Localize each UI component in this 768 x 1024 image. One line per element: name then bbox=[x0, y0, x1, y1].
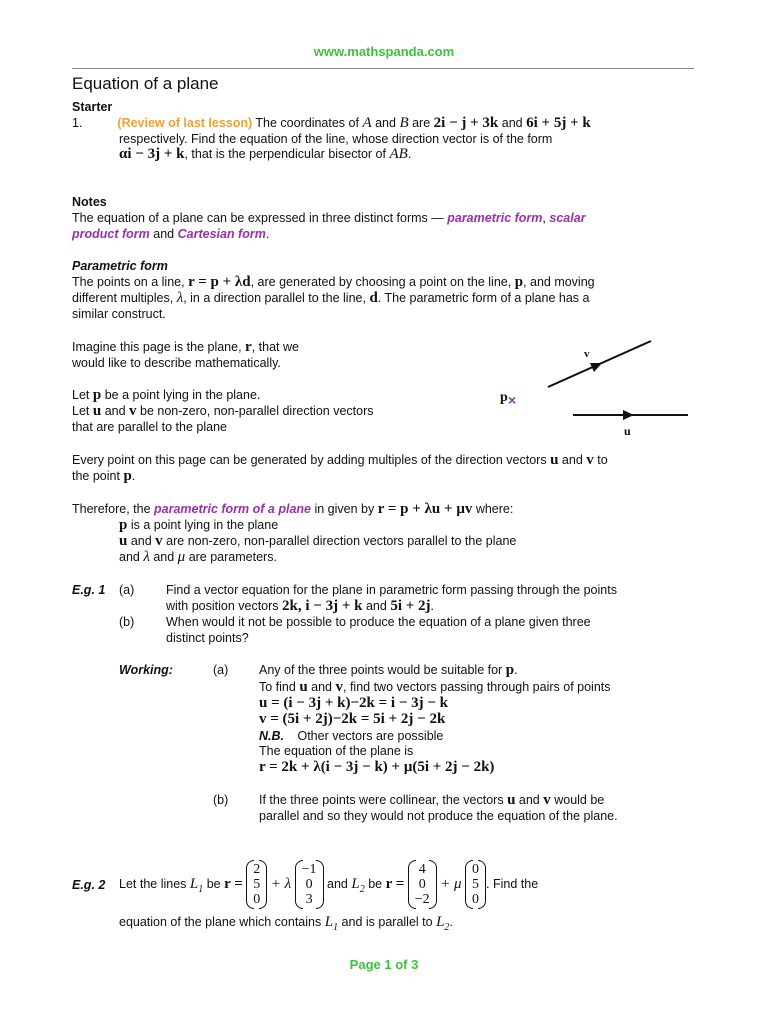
parametric-heading: Parametric form bbox=[72, 259, 168, 273]
working-v-equation: v = (5i + 2j)−2k = 5i + 2j − 2k bbox=[259, 711, 446, 727]
eg2-line-2: equation of the plane which contains $L_1$ and is parallel to $L_2$. bbox=[119, 914, 453, 933]
matrix-l1-point: 2 5 0 bbox=[246, 862, 267, 907]
every-point-line-1: Every point on this page can be generated by adding multiples of the direction vectors u and v to bbox=[72, 452, 608, 468]
working-b-line-2: parallel and so they would not produce the equation of the plane. bbox=[259, 809, 618, 823]
eg1-label: E.g. 1 bbox=[72, 583, 106, 597]
page-number: Page 1 of 3 bbox=[349, 957, 419, 972]
vector-u-arrowhead bbox=[623, 410, 634, 420]
notes-heading: Notes bbox=[72, 195, 107, 209]
eg2-label: E.g. 2 bbox=[72, 878, 106, 892]
eg1-b-line-2: distinct points? bbox=[166, 631, 249, 645]
let-p-line: Let p be a point lying in the plane. bbox=[72, 387, 261, 403]
where-p-line: p is a point lying in the plane bbox=[119, 517, 279, 533]
parallel-plane-line: that are parallel to the plane bbox=[72, 420, 227, 434]
point-p-cross-icon: × bbox=[508, 392, 517, 408]
starter-line-1: 1. (Review of last lesson) The coordinates of A and B are 2i − j + 3k and 6i + 5j + k bbox=[72, 115, 591, 131]
eg1-a-line-1: Find a vector equation for the plane in parametric form passing through the points bbox=[166, 583, 617, 597]
working-plane-equation: r = 2k + λ(i − 3j − k) + μ(5i + 2j − 2k) bbox=[259, 759, 495, 775]
eg1-part-b-label: (b) bbox=[119, 615, 135, 629]
imagine-line-1: Imagine this page is the plane, r, that we bbox=[72, 339, 299, 355]
every-point-line-2: the point p. bbox=[72, 468, 136, 484]
imagine-line-2: would like to describe mathematically. bbox=[72, 356, 281, 370]
vector-diagram bbox=[490, 335, 700, 445]
starter-heading: Starter bbox=[72, 100, 113, 114]
therefore-line: Therefore, the parametric form of a plane in given by r = p + λu + μv where: bbox=[72, 501, 514, 517]
where-uv-line: u and v are non-zero, non-parallel direction vectors parallel to the plane bbox=[119, 533, 517, 549]
working-b-label: (b) bbox=[213, 793, 229, 807]
page-title: Equation of a plane bbox=[72, 74, 219, 93]
let-uv-line: Let u and v be non-zero, non-parallel direction vectors bbox=[72, 403, 374, 419]
header-rule bbox=[72, 68, 694, 69]
eg1-b-line-1: When would it not be possible to produce the equation of a plane given three bbox=[166, 615, 591, 629]
param-line-2: different multiples, λ, in a direction parallel to the line, d. The parametric form of a plane has a bbox=[72, 290, 590, 306]
notes-line-2: product form and Cartesian form. bbox=[72, 227, 270, 241]
working-nb-line: N.B. Other vectors are possible bbox=[259, 729, 444, 743]
matrix-l2-point: 4 0 −2 bbox=[408, 862, 437, 907]
eg1-part-a-label: (a) bbox=[119, 583, 135, 597]
working-line-2: To find u and v, find two vectors passing through pairs of points bbox=[259, 679, 611, 695]
site-link[interactable]: www.mathspanda.com bbox=[313, 44, 455, 59]
working-label: Working: bbox=[119, 663, 173, 677]
param-line-3: similar construct. bbox=[72, 307, 166, 321]
working-line-1: Any of the three points would be suitable for p. bbox=[259, 662, 518, 678]
working-b-line-1: If the three points were collinear, the vectors u and v would be bbox=[259, 792, 605, 808]
label-u: u bbox=[624, 424, 631, 438]
param-line-1: The points on a line, r = p + λd, are generated by choosing a point on the line, p, and moving bbox=[72, 274, 595, 290]
starter-line-3: αi − 3j + k, that is the perpendicular bisector of AB. bbox=[119, 146, 412, 162]
eg2-line-1: Let the lines $L_1$ be r = 2 5 0 + λ −1 0 3 and $L_2$ be r = 4 0 −2 + μ 0 5 0. Find the bbox=[119, 862, 539, 908]
starter-line-2: respectively. Find the equation of the line, whose direction vector is of the form bbox=[119, 132, 553, 146]
label-p: p bbox=[500, 390, 508, 405]
where-params-line: and λ and μ are parameters. bbox=[119, 549, 277, 565]
matrix-l1-direction: −1 0 3 bbox=[295, 862, 324, 907]
working-u-equation: u = (i − 3j + k)−2k = i − 3j − k bbox=[259, 695, 449, 711]
matrix-l2-direction: 0 5 0 bbox=[465, 862, 486, 907]
label-v: v bbox=[584, 348, 590, 360]
working-a-label: (a) bbox=[213, 663, 229, 677]
eg1-a-line-2: with position vectors 2k, i − 3j + k and 5i + 2j. bbox=[166, 598, 435, 614]
notes-line-1: The equation of a plane can be expressed in three distinct forms — parametric form, scalar bbox=[72, 211, 586, 225]
working-plane-intro: The equation of the plane is bbox=[259, 744, 414, 758]
